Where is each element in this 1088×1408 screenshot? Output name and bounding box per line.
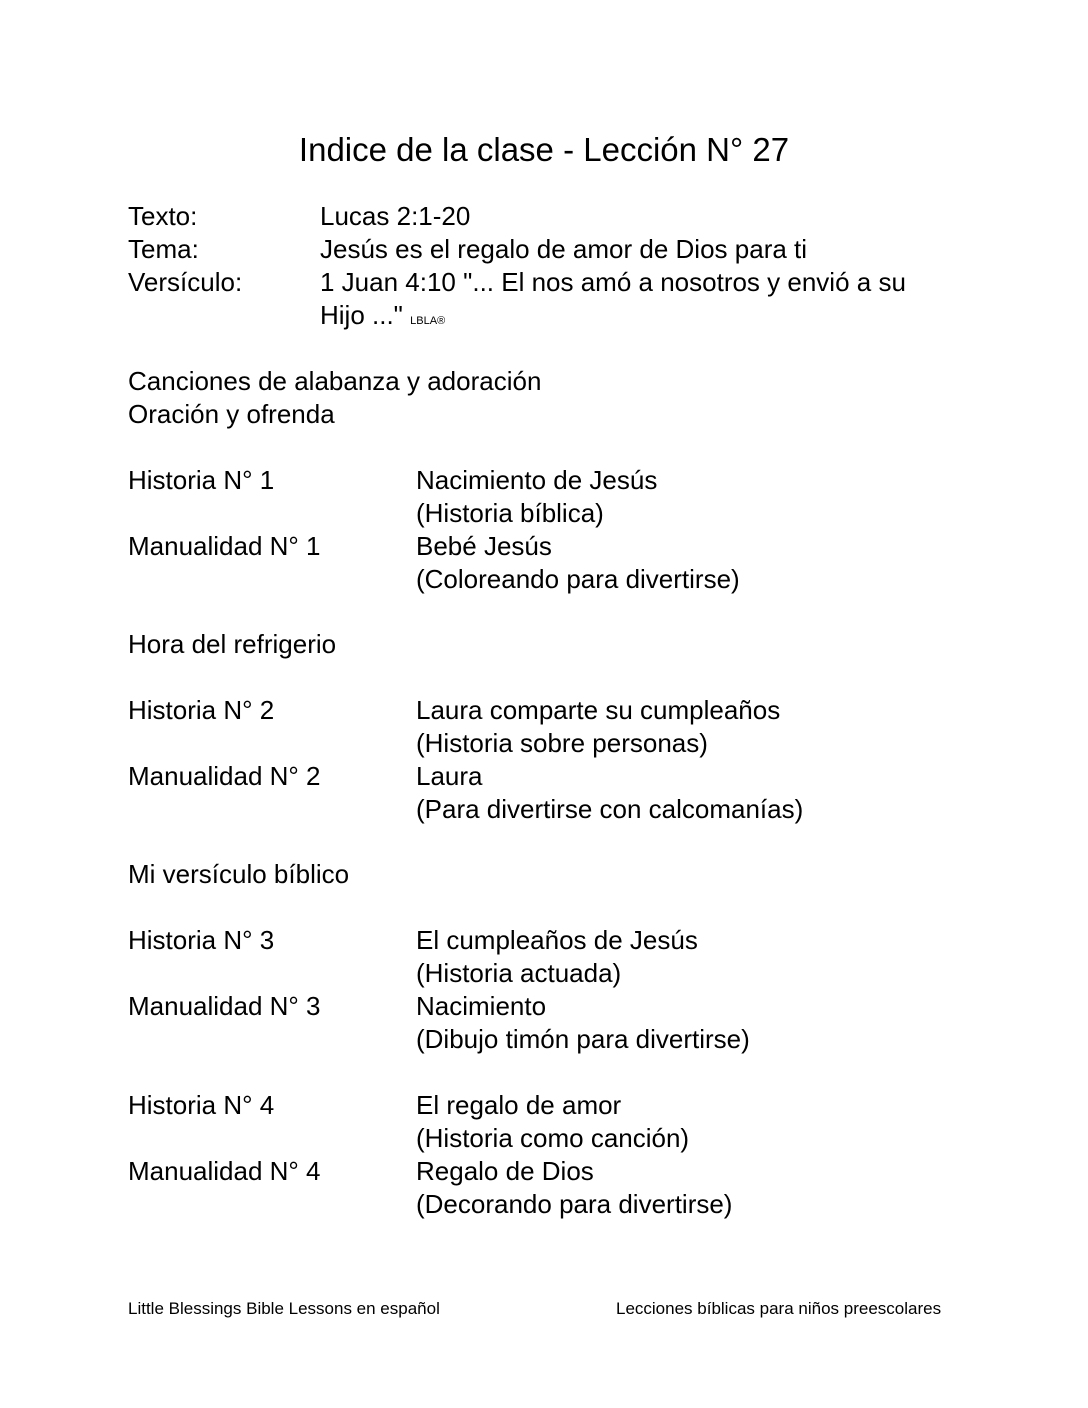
activity-type: (Para divertirse con calcomanías)	[416, 794, 804, 824]
snack-time: Hora del refrigerio	[128, 629, 337, 659]
tema-row	[128, 233, 940, 266]
activity-type: (Decorando para divertirse)	[416, 1189, 733, 1219]
activity-historia-1	[128, 464, 916, 530]
section-3	[128, 924, 916, 1056]
activity-label: Historia N° 3	[128, 925, 275, 955]
activity-title: El cumpleaños de Jesús	[416, 925, 698, 955]
activity-label: Historia N° 1	[128, 465, 275, 495]
activity-type: (Dibujo timón para divertirse)	[416, 1024, 750, 1054]
activity-details	[416, 464, 916, 530]
activity-label: Manualidad N° 3	[128, 991, 321, 1021]
section-1	[128, 464, 916, 596]
versiculo-value	[320, 266, 940, 338]
footer-right: Lecciones bíblicas para niños preescolares	[616, 1299, 942, 1318]
activity-details	[416, 694, 916, 760]
activity-details	[416, 990, 916, 1056]
opening-prayer: Oración y ofrenda	[128, 399, 335, 429]
activity-type: (Historia actuada)	[416, 958, 622, 988]
lesson-info	[128, 200, 940, 338]
versiculo-label: Versículo:	[128, 267, 243, 297]
activity-title: El regalo de amor	[416, 1090, 622, 1120]
activity-details	[416, 1089, 916, 1155]
versiculo-row	[128, 266, 940, 338]
texto-label: Texto:	[128, 201, 198, 231]
activity-type: (Coloreando para divertirse)	[416, 564, 740, 594]
tema-label: Tema:	[128, 234, 199, 264]
activity-title: Laura comparte su cumpleaños	[416, 695, 781, 725]
opening-songs: Canciones de alabanza y adoración	[128, 366, 542, 396]
page-title: Indice de la clase - Lección N° 27	[298, 131, 790, 168]
activity-manualidad-1	[128, 530, 916, 596]
activity-title: Laura	[416, 761, 483, 791]
activity-historia-3	[128, 924, 916, 990]
activity-type: (Historia bíblica)	[416, 498, 604, 528]
texto-row	[128, 200, 940, 233]
activity-type: (Historia sobre personas)	[416, 728, 708, 758]
versiculo-text: 1 Juan 4:10 "... El nos amó a nosotros y envió a su Hijo ..."	[320, 267, 906, 330]
section-2	[128, 694, 916, 826]
section-4	[128, 1089, 916, 1221]
activity-details	[416, 1155, 916, 1221]
texto-value: Lucas 2:1-20	[320, 201, 471, 231]
activity-title: Nacimiento	[416, 991, 547, 1021]
activity-title: Bebé Jesús	[416, 531, 552, 561]
activity-historia-4	[128, 1089, 916, 1155]
activity-manualidad-2	[128, 760, 916, 826]
activity-manualidad-4	[128, 1155, 916, 1221]
opening-block	[128, 365, 541, 431]
activity-details	[416, 760, 916, 826]
bible-verse-time: Mi versículo bíblico	[128, 859, 350, 889]
activity-manualidad-3	[128, 990, 916, 1056]
activity-type: (Historia como canción)	[416, 1123, 690, 1153]
activity-details	[416, 530, 916, 596]
activity-label: Manualidad N° 4	[128, 1156, 321, 1186]
activity-historia-2	[128, 694, 916, 760]
activity-label: Historia N° 4	[128, 1090, 275, 1120]
versiculo-source: LBLA®	[410, 315, 446, 327]
activity-label: Manualidad N° 1	[128, 531, 321, 561]
activity-title: Regalo de Dios	[416, 1156, 594, 1186]
activity-details	[416, 924, 916, 990]
activity-label: Manualidad N° 2	[128, 761, 321, 791]
activity-label: Historia N° 2	[128, 695, 275, 725]
activity-title: Nacimiento de Jesús	[416, 465, 658, 495]
footer-left: Little Blessings Bible Lessons en español	[128, 1299, 440, 1318]
tema-value: Jesús es el regalo de amor de Dios para ti	[320, 234, 808, 264]
